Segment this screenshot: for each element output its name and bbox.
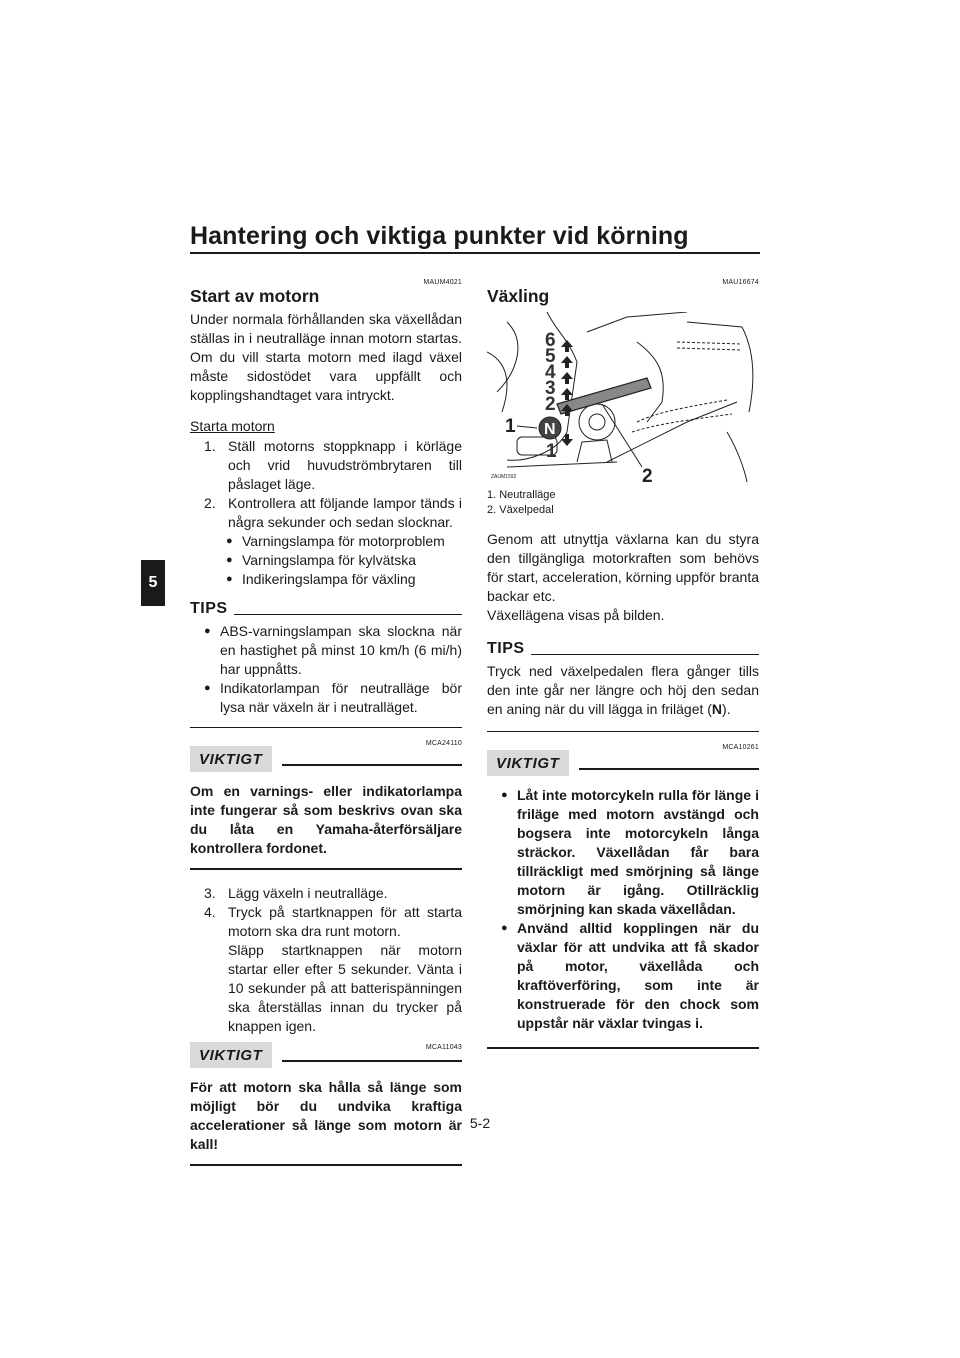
lamp-item: ● Indikeringslampa för växling (226, 571, 416, 587)
step-item (190, 884, 462, 903)
step-item (190, 494, 462, 532)
tips-end-rule (190, 727, 462, 728)
gear-label-1: 1 (546, 441, 557, 462)
left-column (190, 270, 462, 1166)
gear-label-5: 5 (545, 346, 556, 367)
right-column (487, 270, 759, 1049)
bullet-icon: ● (501, 922, 508, 934)
bullet-icon: ● (226, 573, 233, 585)
step-number: 4. (204, 904, 216, 920)
viktigt-item: ● Använd alltid kopplingen när du växlar för att undvika att få skador på motor, växellåda och kraftöverföring, som inte är konstruerade för den chock som uppstår när växlar tvingas i. (501, 920, 759, 1031)
step-text: Släpp startknappen när motorn startar eller efter 5 sekunder. Vänta i 10 sekunder på att batterispänningen ska återställas innan du trycker på knappen igen. (228, 942, 462, 1034)
gear-label-3: 3 (545, 378, 556, 399)
bullet-icon: ● (204, 682, 211, 694)
viktigt-header (190, 746, 462, 772)
shifting-paragraph-2: Växellägena visas på bilden. (487, 607, 665, 623)
gear-label-6: 6 (545, 330, 556, 351)
figure-captions (487, 488, 759, 518)
caption-item: 1. Neutralläge (487, 489, 556, 501)
viktigt-end-rule (190, 868, 462, 870)
viktigt-label: VIKTIGT (487, 750, 569, 776)
gear-label-4: 4 (545, 362, 556, 383)
steps-list-continued (190, 884, 462, 1036)
step-text: Lägg växeln i neutralläge. (228, 885, 388, 901)
caption-item: 2. Växelpedal (487, 504, 554, 516)
intro-paragraph: Under normala förhållanden ska växellådan ställas in i neutralläge innan motorn startas. Om du vill starta motorn med ilagd växel måste sidostödet vara uppfällt och kopplingshandtaget vara intryckt. (190, 311, 462, 403)
page-number: 5-2 (469, 1115, 491, 1131)
viktigt-end-rule (190, 1164, 462, 1166)
gear-label-2: 2 (545, 394, 556, 415)
step-number: 2. (204, 495, 216, 511)
gear-shift-illustration (487, 312, 757, 482)
tips-header (190, 599, 462, 618)
tips-end-rule (487, 731, 759, 732)
tips-item: ● Indikatorlampan för neutralläge bör lysa när växeln är i neutralläget. (204, 680, 462, 715)
section-code: MCA24110 (425, 740, 462, 747)
tips-header (487, 639, 759, 658)
section-code: MAUM4021 (423, 279, 462, 286)
callout-2: 2 (642, 466, 653, 482)
viktigt-label: VIKTIGT (190, 746, 272, 772)
step-number: 3. (204, 885, 216, 901)
steps-list (190, 437, 462, 589)
shifting-paragraph: Genom att utnyttja växlarna kan du styra den tillgängliga motorkraften som behövs för start, acceleration, körning uppför branta backar etc. (487, 531, 759, 604)
tips-item: ● ABS-varningslampan ska slockna när en hastighet på minst 10 km/h (6 mi/h) har uppnåtts. (204, 623, 462, 677)
viktigt-header (487, 750, 759, 776)
bullet-icon: ● (204, 625, 211, 637)
step-item-extra (190, 941, 462, 1036)
step-number: 1. (204, 438, 216, 454)
section-code: MCA11043 (425, 1044, 462, 1051)
viktigt-text: För att motorn ska hålla så länge som möjligt bör du undvika kraftiga accelerationer så länge som motorn är kall! (190, 1079, 462, 1152)
bullet-icon: ● (226, 554, 233, 566)
lamp-item: ● Varningslampa för kylvätska (226, 552, 417, 568)
viktigt-item: ● Låt inte motorcykeln rulla för länge i friläge med motorn avstängd och bogsera inte motorcykeln långa sträckor. Växellådan får bara tillräckligt med smörjning så länge motorn är igång. Otillräcklig smörjning kan skada växellådan. (501, 787, 759, 917)
step-item (190, 437, 462, 494)
viktigt-label: VIKTIGT (190, 1042, 272, 1068)
tips-text: Tryck ned växelpedalen flera gånger tills den inte går ner längre och höj den sedan en aning när du vill lägga in friläget (N). (487, 663, 759, 717)
figure-code: ZAUM1592 (491, 474, 517, 480)
viktigt-header (190, 1042, 462, 1068)
bullet-icon: ● (501, 789, 508, 801)
tips-label: TIPS (190, 600, 228, 617)
section-code: MAU16674 (722, 279, 759, 286)
header-rule (190, 252, 760, 254)
viktigt-end-rule (487, 1047, 759, 1049)
page-title: Hantering och viktiga punkter vid körning (190, 222, 689, 250)
neutral-symbol: N (711, 701, 723, 717)
section-title-start: Start av motorn (190, 286, 320, 306)
gear-label-n: N (544, 421, 556, 438)
step-text: Ställ motorns stoppknapp i körläge och vrid huvudströmbrytaren till påslaget läge. (228, 438, 462, 492)
section-code: MCA10261 (722, 744, 759, 751)
subheading-start: Starta motorn (190, 418, 275, 434)
lamp-item: ● Varningslampa för motorproblem (226, 533, 445, 549)
step-text: Tryck på startknappen för att starta motorn ska dra runt motorn. (228, 904, 462, 939)
tips-label: TIPS (487, 640, 525, 657)
viktigt-text: Om en varnings- eller indikatorlampa inte fungerar så som beskrivs ovan ska du låta en Yamaha-återförsäljare kontrollera fordonet. (190, 783, 462, 856)
step-item (190, 903, 462, 941)
chapter-tab: 5 (141, 560, 165, 606)
callout-1: 1 (505, 416, 516, 437)
bullet-icon: ● (226, 535, 233, 547)
gear-shift-figure (487, 312, 757, 482)
step-text: Kontrollera att följande lampor tänds i några sekunder och sedan slocknar. (228, 495, 462, 530)
section-title-shifting: Växling (487, 286, 550, 306)
